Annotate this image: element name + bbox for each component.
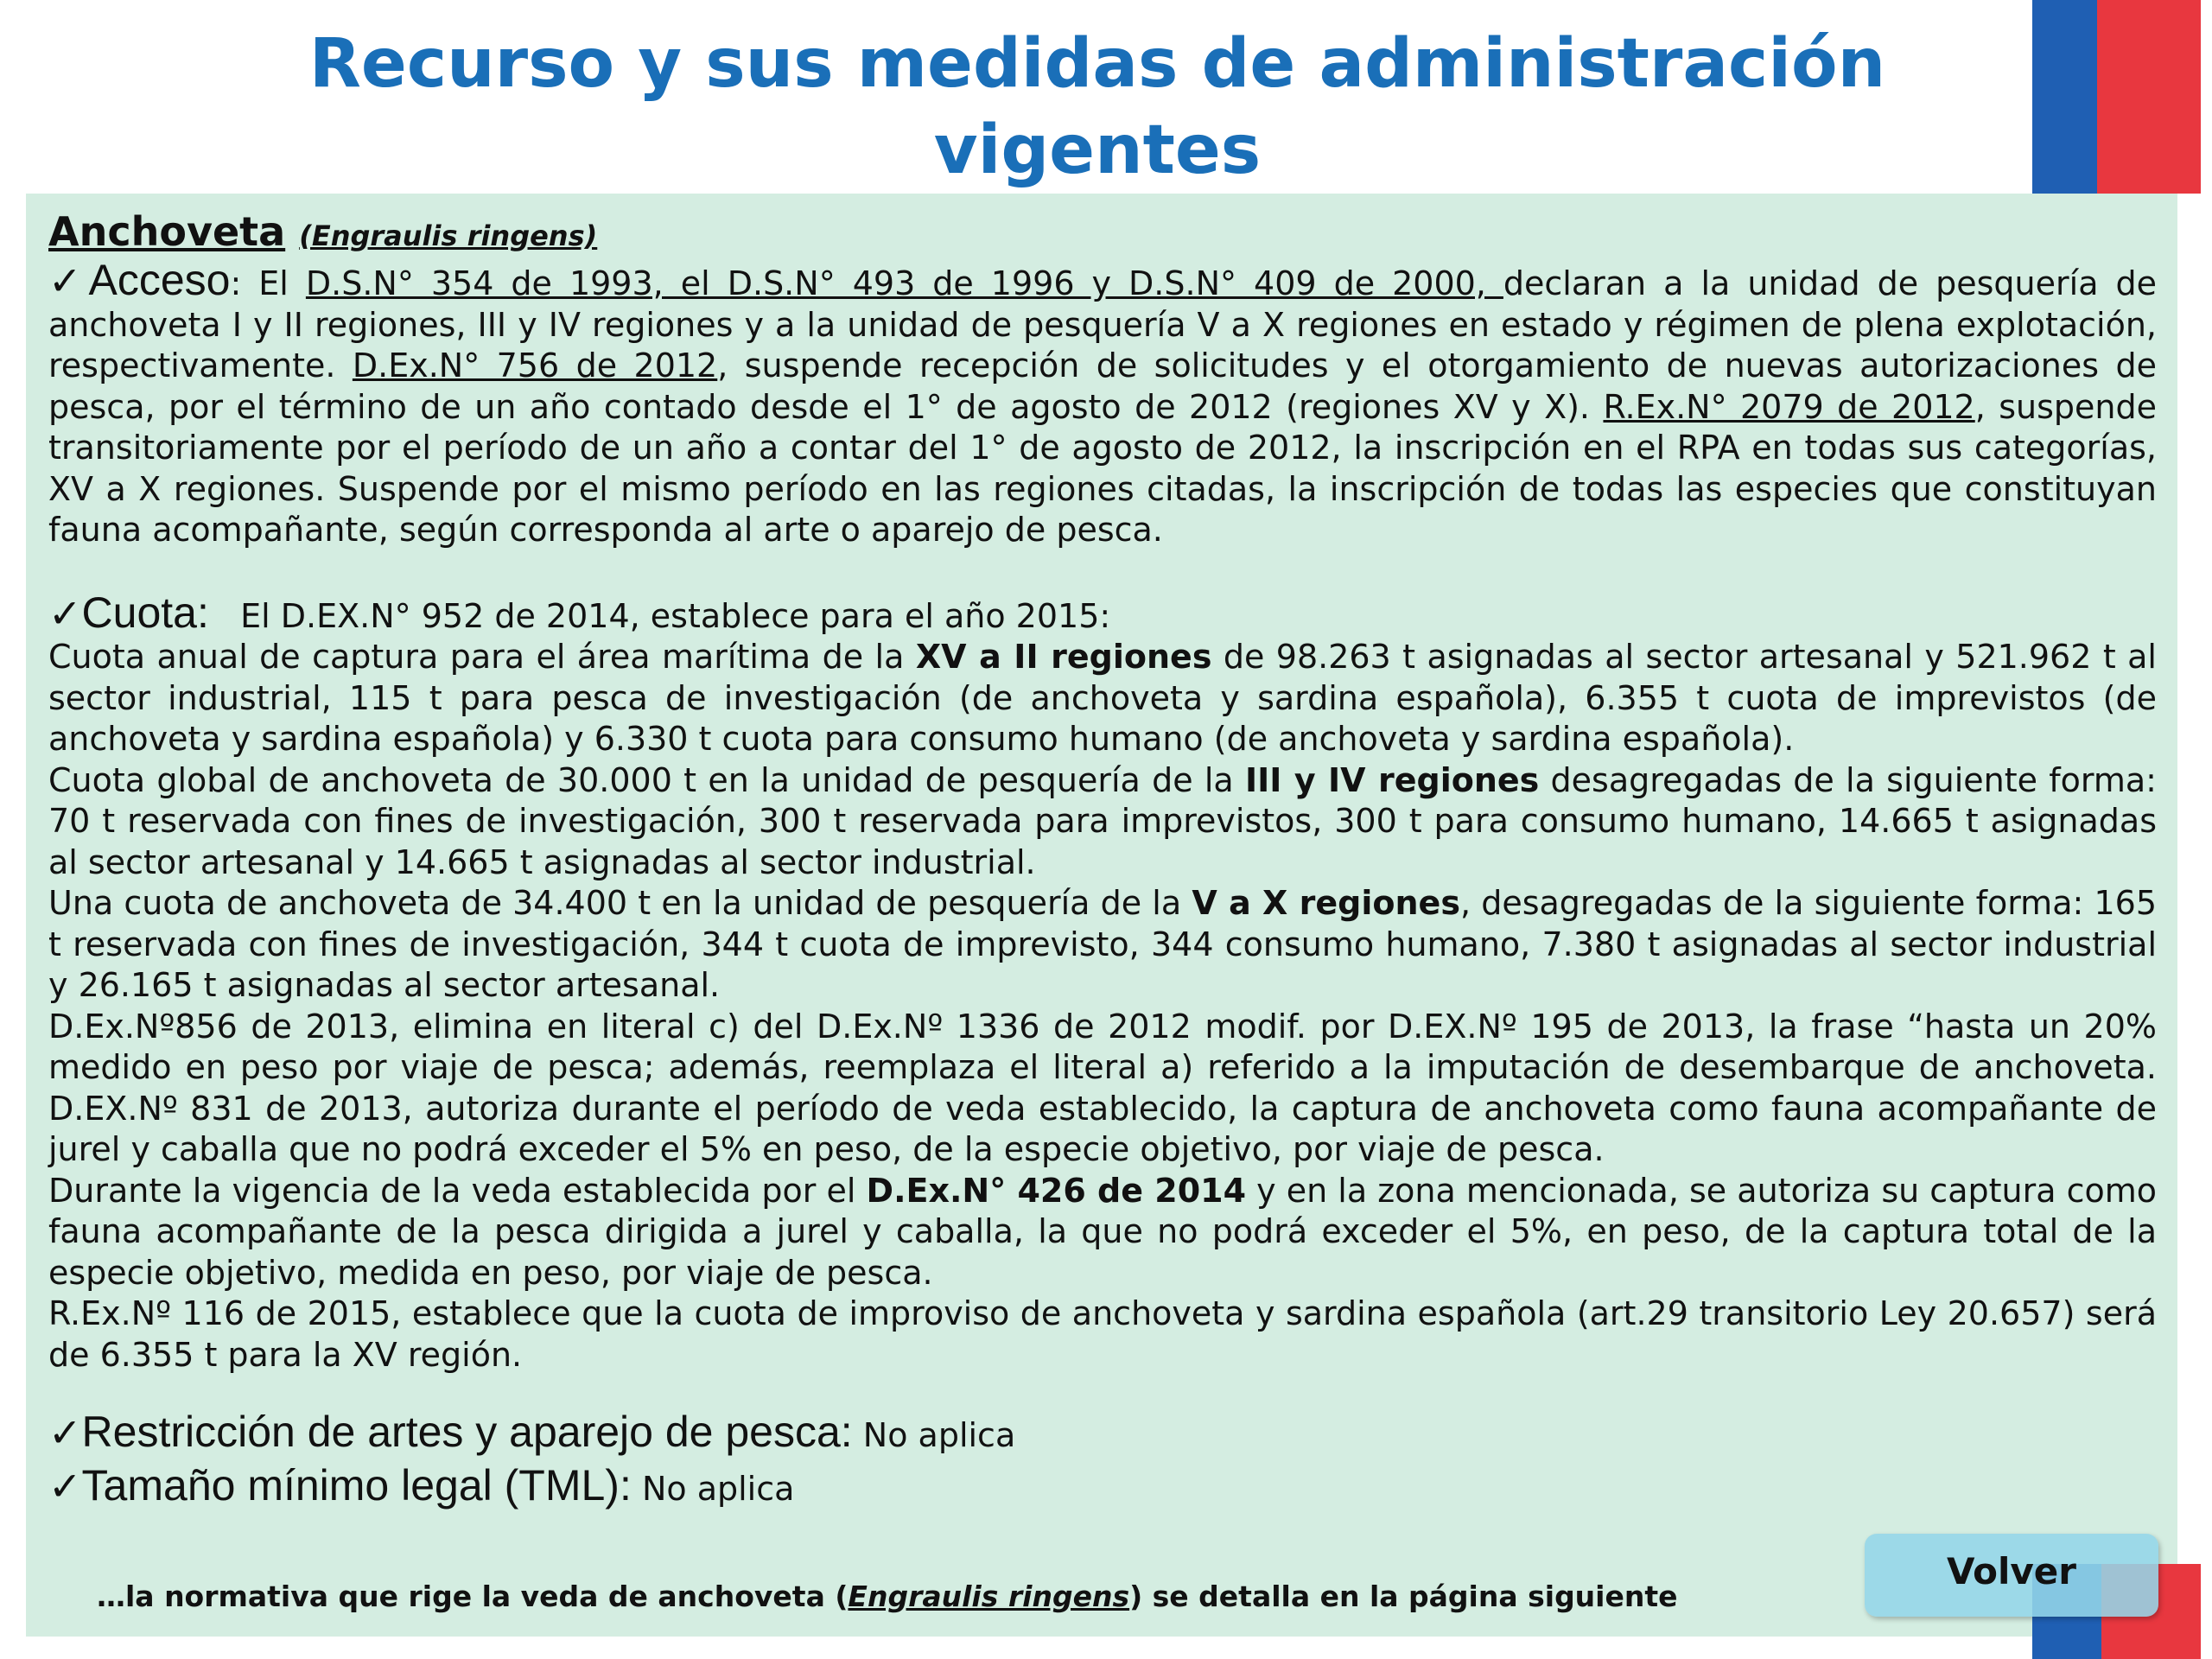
page-title: Recurso y sus medidas de administración vigentes xyxy=(308,25,1886,189)
check-icon: ✓ xyxy=(48,589,82,637)
restriccion-value: No aplica xyxy=(862,1416,1016,1454)
check-icon: ✓ xyxy=(48,257,89,304)
flag-red-stripe xyxy=(2097,0,2201,194)
footer-scientific-name: Engraulis ringens xyxy=(848,1580,1130,1613)
check-icon: ✓ xyxy=(48,1409,82,1456)
cuota-dex-856: D.Ex.Nº856 de 2013, elimina en literal c) del D.Ex.Nº 1336 de 2012 modif. por D.EX.Nº 195 de 2013, la frase “hasta un 20% medido en peso por viaje de pesca; además, reemplaza el literal a) referido a la imputación de desembarque de anchoveta. D.EX.Nº 831 de 2013, autoriza durante el período de veda establecido, la captura de anchoveta como fauna acompañante de jurel y caballa que no podrá exceder el 5% en peso, de la especie objetivo, por viaje de pesca. xyxy=(48,1007,2157,1168)
cuota-label: Cuota: xyxy=(81,588,209,637)
acceso-ref-rex-2079: R.Ex.N° 2079 de 2012 xyxy=(1603,387,1975,426)
cuota-xv-ii: Cuota anual de captura para el área marítima de la XV a II regiones de 98.263 t asignadas al sector artesanal y 521.962 t al sector industrial, 115 t para pesca de investigación (de anchoveta y sardina española), 6.355 t cuota de imprevistos (de anchoveta y sardina española) y 6.330 t cuota para consumo humano (de anchoveta y sardina española). xyxy=(48,638,2157,758)
cuota-rex-116: R.Ex.Nº 116 de 2015, establece que la cuota de improviso de anchoveta y sardina española (art.29 transitorio Ley 20.657) será de 6.355 t para la XV región. xyxy=(48,1294,2157,1374)
species-heading xyxy=(48,207,2157,260)
content-body xyxy=(48,207,2157,1510)
species-scientific-name: (Engraulis ringens) xyxy=(299,219,598,252)
cuota-intro: El D.EX.N° 952 de 2014, establece para el año 2015: xyxy=(208,596,1111,635)
volver-button[interactable]: Volver xyxy=(1865,1534,2158,1617)
cuota-v-x: Una cuota de anchoveta de 34.400 t en la unidad de pesquería de la V a X regiones, desagregadas de la siguiente forma: 165 t reservada con fines de investigación, 344 t cuota de imprevisto, 344 consumo humano, 7.380 t asignadas al sector industrial y 26.165 t asignadas al sector artesanal. xyxy=(48,884,2157,1004)
cuota-iii-iv: Cuota global de anchoveta de 30.000 t en la unidad de pesquería de la III y IV regiones desagregadas de la siguiente forma: 70 t reservada con fines de investigación, 300 t reservada para imprevistos, 300 t para consumo humano, 14.665 t asignadas al sector artesanal y 14.665 t asignadas al sector industrial. xyxy=(48,760,2157,881)
species-name: Anchoveta xyxy=(48,208,286,255)
footer-note: …la normativa que rige la veda de anchoveta (Engraulis ringens) se detalla en la página siguiente xyxy=(97,1580,1678,1613)
check-icon: ✓ xyxy=(48,1462,82,1510)
restriccion-label: Restricción de artes y aparejo de pesca: xyxy=(81,1408,853,1456)
tml-line xyxy=(48,1460,2157,1510)
acceso-ref-ds: D.S.N° 354 de 1993, el D.S.N° 493 de 1996 y D.S.N° 409 de 2000, xyxy=(305,264,1503,302)
restriccion-line xyxy=(48,1408,2157,1457)
tml-label: Tamaño mínimo legal (TML): xyxy=(81,1460,632,1510)
cuota-veda: Durante la vigencia de la veda establecida por el D.Ex.N° 426 de 2014 y en la zona mencionada, se autoriza su captura como fauna acompañante de la pesca dirigida a jurel y caballa, la que no podrá exceder el 5%, en peso, de la captura total de la especie objetivo, medida en peso, por viaje de pesca. xyxy=(48,1171,2157,1292)
tml-value: No aplica xyxy=(641,1469,795,1508)
cuota-heading xyxy=(48,588,2157,638)
flag-blue-stripe xyxy=(2032,0,2097,194)
acceso-paragraph: ✓Acceso: El D.S.N° 354 de 1993, el D.S.N° 493 de 1996 y D.S.N° 409 de 2000, declaran a la unidad de pesquería de anchoveta I y II regiones, III y IV regiones y a la unidad de pesquería V a X regiones en estado y régimen de plena explotación, respectivamente. D.Ex.N° 756 de 2012, suspende recepción de solicitudes y el otorgamiento de nuevas autorizaciones de pesca, por el término de un año contado desde el 1° de agosto de 2012 (regiones XV y X). R.Ex.N° 2079 de 2012, suspende transitoriamente por el período de un año a contar del 1° de agosto de 2012, la inscripción en el RPA en todas sus categorías, XV a X regiones. Suspende por el mismo período en las regiones citadas, la inscripción de todas las especies que constituyan fauna acompañante, según corresponda al arte o aparejo de pesca. xyxy=(48,256,2158,549)
acceso-ref-dex-756: D.Ex.N° 756 de 2012 xyxy=(352,346,718,385)
acceso-label: Acceso xyxy=(88,256,231,304)
